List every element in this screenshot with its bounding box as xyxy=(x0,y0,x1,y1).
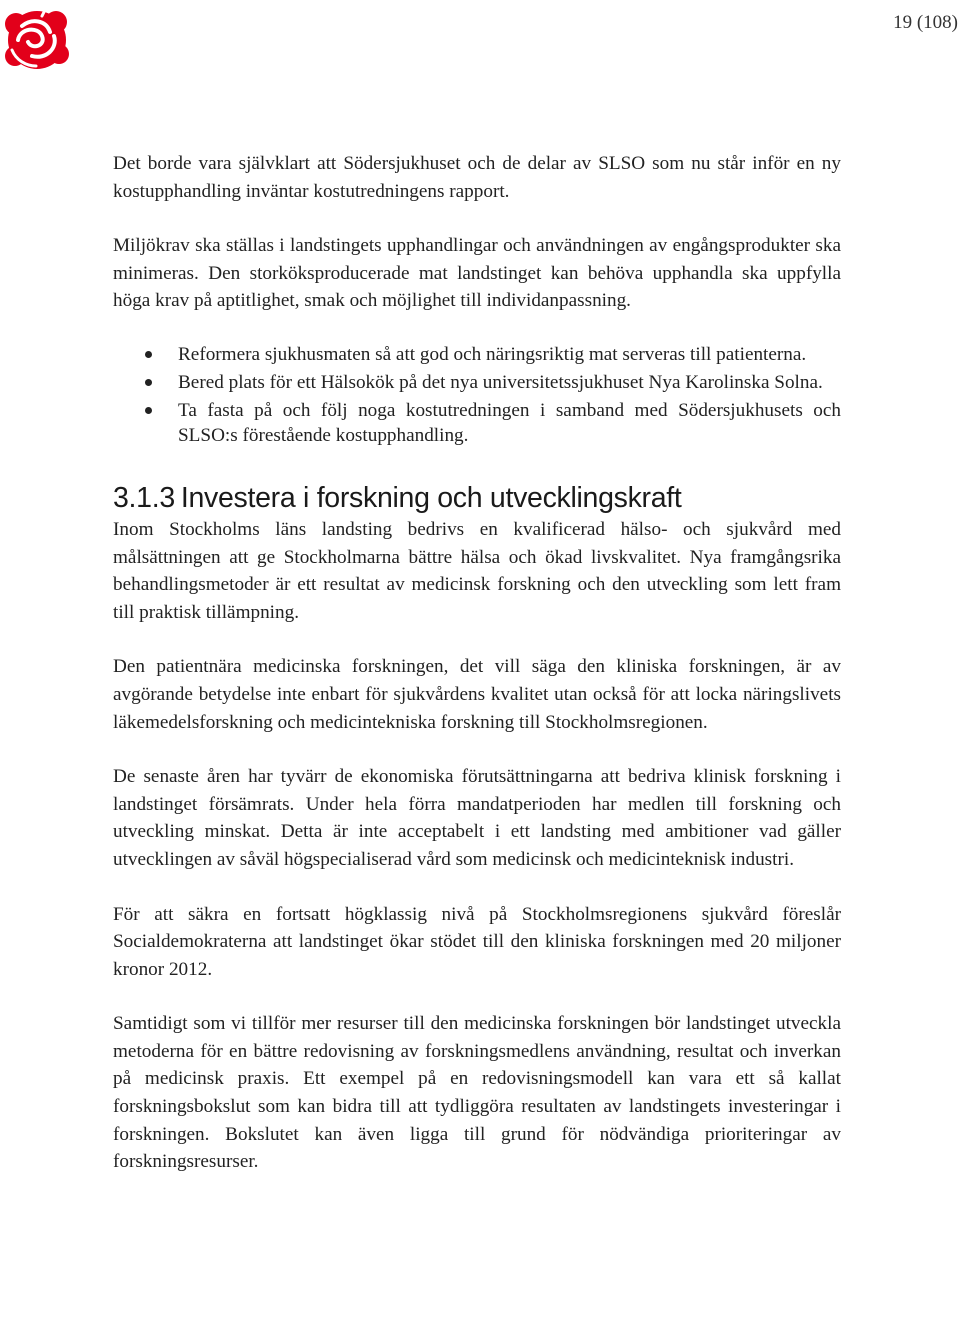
paragraph: Den patientnära medicinska forskningen, det vill säga den kliniska forskningen, är av avgörande betydelse inte enbart för sjukvårdens kvalitet utan också för att locka näringslivets läkemedelsforskning och medicintekniska forskning till Stockholmsregionen. xyxy=(113,656,841,733)
bullet-list xyxy=(113,342,841,448)
bullet-icon xyxy=(145,351,152,358)
section-heading xyxy=(113,482,841,514)
bullet-item xyxy=(178,342,841,367)
page-number: 19 (108) xyxy=(893,12,958,33)
paragraph: Det borde vara självklart att Södersjukhuset och de delar av SLSO som nu står inför en ny kostupphandling inväntar kostutredningens rapport. xyxy=(113,153,841,202)
document-body xyxy=(113,150,841,1203)
paragraph: Miljökrav ska ställas i landstingets upphandlingar och användningen av engångsprodukter ska minimeras. Den storköksproducerade mat landstinget kan behöva upphandla ska uppfylla höga krav på aptitlighet, smak och möjlighet till individanpassning. xyxy=(113,235,841,312)
paragraph: De senaste åren har tyvärr de ekonomiska förutsättningarna att bedriva klinisk forskning i landstinget försämrats. Under hela förra mandatperioden har medlen till forskning och utveckling minskat. Detta är inte acceptabelt i ett landsting med ambitioner vad gäller utvecklingen av såväl högspecialiserad vård som medicinsk och medicinteknisk industri. xyxy=(113,766,841,870)
bullet-icon xyxy=(145,407,152,414)
bullet-icon xyxy=(145,379,152,386)
bullet-item xyxy=(178,370,841,395)
rose-logo-icon xyxy=(2,4,72,76)
paragraph: För att säkra en fortsatt högklassig nivå på Stockholmsregionens sjukvård föreslår Socialdemokraterna att landstinget ökar stödet till den kliniska forskningen med 20 miljoner kronor 2012. xyxy=(113,903,841,980)
bullet-item xyxy=(178,398,841,448)
section-number: 3.1.3 xyxy=(113,481,175,514)
paragraph: Inom Stockholms läns landsting bedrivs en kvalificerad hälso- och sjukvård med målsättningen att ge Stockholmarna bättre hälsa och ökad livskvalitet. Nya framgångsrika behandlingsmetoder är ett resultat av medicinsk forskning och den utveckling som lett fram till praktisk tillämpning. xyxy=(113,518,841,623)
bullet-text: Bered plats för ett Hälsokök på det nya universitetssjukhuset Nya Karolinska Solna. xyxy=(178,371,823,393)
section-title: Investera i forskning och utvecklingskraft xyxy=(180,481,682,514)
paragraph: Samtidigt som vi tillför mer resurser till den medicinska forskningen bör landstinget utveckla metoderna för en bättre redovisning av forskningsmedlens användning, resultat och inverkan på medicinsk praxis. Ett exempel på en redovisningsmodell kan vara ett så kallat forskningsbokslut som kan bidra till att tydliggöra resultaten av landstingets investeringar i forskningen. Bokslutet kan även ligga till grund för nödvändiga prioriteringar av forskningsresurser. xyxy=(113,1013,841,1173)
bullet-text: Ta fasta på och följ noga kostutredningen i samband med Södersjukhusets och SLSO:s förestående kostupphandling. xyxy=(178,399,841,446)
bullet-text: Reformera sjukhusmaten så att god och näringsriktig mat serveras till patienterna. xyxy=(178,343,807,365)
